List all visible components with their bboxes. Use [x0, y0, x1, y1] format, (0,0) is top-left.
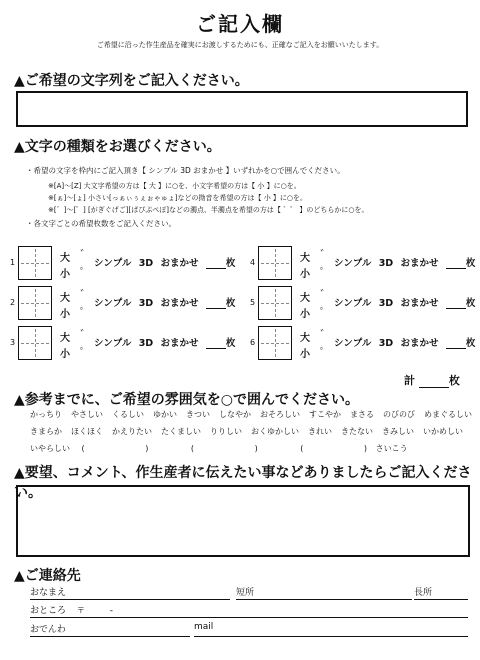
style-options[interactable]: [94, 295, 235, 309]
option-handakuten[interactable]: ゜: [80, 268, 90, 279]
char-box[interactable]: [18, 246, 52, 280]
option-dakuten[interactable]: ゛: [320, 248, 331, 261]
char-row-4: [250, 246, 476, 280]
char-box[interactable]: [258, 326, 292, 360]
word-option[interactable]: いやらしい: [30, 444, 70, 453]
total-blank[interactable]: [419, 376, 449, 388]
option-large[interactable]: 大: [60, 333, 70, 344]
word-option[interactable]: きまらか: [30, 427, 62, 436]
word-option[interactable]: りりしい: [210, 427, 242, 436]
char-box[interactable]: [18, 286, 52, 320]
option-small[interactable]: 小: [60, 269, 70, 280]
char-row-2: [10, 286, 236, 320]
words-line-2: [30, 423, 470, 440]
option-dakuten[interactable]: ゛: [320, 328, 331, 341]
count-unit: 枚: [225, 258, 236, 269]
word-option[interactable]: さいこう: [375, 444, 408, 453]
option-small[interactable]: 小: [60, 309, 70, 320]
option-dakuten[interactable]: ゛: [80, 248, 91, 261]
note-uppercase: ※[A]〜[Z] 大文字希望の方は【 大 】に○を、小文字希望の方は【 小 】に○を。: [48, 182, 301, 190]
count-unit: 枚: [225, 338, 236, 349]
mail-field[interactable]: [194, 622, 468, 637]
word-option[interactable]: のびのび: [383, 410, 415, 419]
form-title: ご記入欄: [196, 12, 284, 36]
word-option[interactable]: めまぐるしい: [424, 410, 472, 419]
style-options-label: シンプル 3D おまかせ: [94, 338, 199, 349]
weakness-field[interactable]: [236, 585, 412, 600]
word-option[interactable]: やさしい: [71, 410, 103, 419]
word-option[interactable]: かえりたい: [112, 427, 152, 436]
phone-field[interactable]: [30, 622, 190, 637]
style-options[interactable]: [94, 255, 235, 269]
word-option[interactable]: まさる: [350, 410, 374, 419]
option-small[interactable]: 小: [300, 309, 310, 320]
section-type-heading: ▲文字の種類をお選びください。: [14, 139, 221, 155]
total-unit: 枚: [448, 374, 460, 387]
char-box[interactable]: [258, 286, 292, 320]
paren-open: (: [81, 444, 85, 453]
words-line-1: [30, 406, 470, 423]
row-number: 4: [250, 258, 256, 267]
mail-label: mail: [194, 622, 214, 632]
style-options[interactable]: [334, 295, 475, 309]
word-option[interactable]: きたない: [341, 427, 373, 436]
char-row-5: [250, 286, 476, 320]
style-options-label: シンプル 3D おまかせ: [94, 298, 199, 309]
intro-text: ご希望に沿った作生産品を確実にお渡しするためにも、正確なご記入をお願いいたします。: [96, 41, 384, 49]
total-count: [404, 372, 460, 388]
word-option[interactable]: おくゆかしい: [251, 427, 299, 436]
strength-field[interactable]: [414, 585, 468, 600]
count-blank[interactable]: [206, 299, 226, 309]
note-dakuten: ※[゛]〜[゜] [がぎぐげご][ぱぴぷぺぽ]などの濁点、半濁点を希望の方は【 ゛゜ 】のどちらかに○を。: [48, 206, 369, 214]
weakness-label: 短所: [236, 588, 255, 598]
style-options-label: シンプル 3D おまかせ: [334, 338, 439, 349]
atmosphere-words: [30, 406, 470, 457]
name-field[interactable]: [30, 585, 230, 600]
style-options-label: シンプル 3D おまかせ: [94, 258, 199, 269]
paren-open: (: [300, 444, 304, 453]
row-number: 5: [250, 298, 256, 307]
char-box[interactable]: [18, 326, 52, 360]
option-handakuten[interactable]: ゜: [80, 348, 90, 359]
word-option[interactable]: きみしい: [382, 427, 414, 436]
style-options-label: シンプル 3D おまかせ: [334, 258, 439, 269]
word-option[interactable]: すこやか: [309, 410, 341, 419]
paren-open: (: [190, 444, 195, 453]
style-options[interactable]: [334, 335, 475, 349]
type-instruction: ・希望の文字を枠内にご記入頂き【 シンプル 3D おまかせ 】いずれかを○で囲んでください。: [26, 166, 345, 175]
option-handakuten[interactable]: ゜: [320, 308, 330, 319]
option-large[interactable]: 大: [60, 293, 70, 304]
section-contact-heading: ▲ご連絡先: [14, 568, 81, 584]
char-row-6: [250, 326, 476, 360]
option-dakuten[interactable]: ゛: [80, 288, 91, 301]
string-input-box[interactable]: [16, 91, 468, 127]
word-option[interactable]: くるしい: [112, 410, 144, 419]
count-unit: 枚: [465, 298, 476, 309]
option-handakuten[interactable]: ゜: [80, 308, 90, 319]
word-option[interactable]: きれい: [308, 427, 332, 436]
word-option[interactable]: いかめしい: [423, 427, 463, 436]
option-small[interactable]: 小: [300, 269, 310, 280]
option-large[interactable]: 大: [60, 253, 70, 264]
count-blank[interactable]: [446, 339, 466, 349]
style-options-label: シンプル 3D おまかせ: [334, 298, 439, 309]
option-large[interactable]: 大: [300, 333, 310, 344]
words-line-3: [30, 440, 470, 457]
option-large[interactable]: 大: [300, 253, 310, 264]
option-handakuten[interactable]: ゜: [320, 348, 330, 359]
paren-close: ): [145, 444, 149, 453]
char-row-1: [10, 246, 236, 280]
count-unit: 枚: [465, 258, 476, 269]
option-large[interactable]: 大: [300, 293, 310, 304]
strength-label: 長所: [414, 588, 433, 598]
address-label: おところ: [30, 606, 67, 616]
row-number: 1: [10, 258, 16, 267]
char-box[interactable]: [258, 246, 292, 280]
row-number: 6: [250, 338, 256, 347]
paren-close: ): [363, 444, 368, 453]
option-handakuten[interactable]: ゜: [320, 268, 330, 279]
word-option[interactable]: たくましい: [161, 427, 201, 436]
address-field[interactable]: [30, 603, 468, 618]
phone-label: おでんわ: [30, 625, 66, 635]
style-options[interactable]: [334, 255, 475, 269]
section-string-heading: ▲ご希望の文字列をご記入ください。: [14, 73, 249, 89]
postal-mark: 〒: [76, 606, 85, 615]
word-option[interactable]: きつい: [186, 410, 210, 419]
word-option[interactable]: おそろしい: [260, 410, 300, 419]
word-option[interactable]: かっちり: [30, 410, 62, 419]
option-small[interactable]: 小: [300, 349, 310, 360]
count-blank[interactable]: [446, 299, 466, 309]
name-label: おなまえ: [30, 588, 67, 598]
style-options[interactable]: [94, 335, 235, 349]
word-option[interactable]: ゆかい: [153, 410, 177, 419]
word-option[interactable]: しなやか: [219, 410, 251, 419]
row-number: 3: [10, 338, 16, 347]
postal-dash: -: [109, 606, 114, 616]
section-atmosphere-heading: ▲参考までに、ご希望の雰囲気を○で囲んでください。: [14, 392, 359, 408]
count-instruction: ・各文字ごとの希望枚数をご記入ください。: [26, 219, 176, 228]
option-dakuten[interactable]: ゛: [80, 328, 91, 341]
word-option[interactable]: ほくほく: [71, 427, 103, 436]
row-number: 2: [10, 298, 16, 307]
option-small[interactable]: 小: [60, 349, 70, 360]
count-blank[interactable]: [206, 339, 226, 349]
option-dakuten[interactable]: ゛: [320, 288, 331, 301]
comment-box[interactable]: [16, 485, 470, 557]
count-blank[interactable]: [446, 259, 466, 269]
total-label: 計: [404, 374, 415, 387]
paren-close: ): [254, 444, 258, 453]
note-small-kana: ※[ぁ]〜[ょ] 小さい[っぁぃぅぇぉゃゅょ]などの拗音を希望の方は【 小 】に○を。: [48, 194, 308, 202]
count-blank[interactable]: [206, 259, 226, 269]
char-row-3: [10, 326, 236, 360]
section-comment-heading: ▲要望、コメント、作生産者に伝えたい事などありましたらご記入ください。: [14, 465, 472, 501]
count-unit: 枚: [225, 298, 236, 309]
count-unit: 枚: [465, 338, 476, 349]
